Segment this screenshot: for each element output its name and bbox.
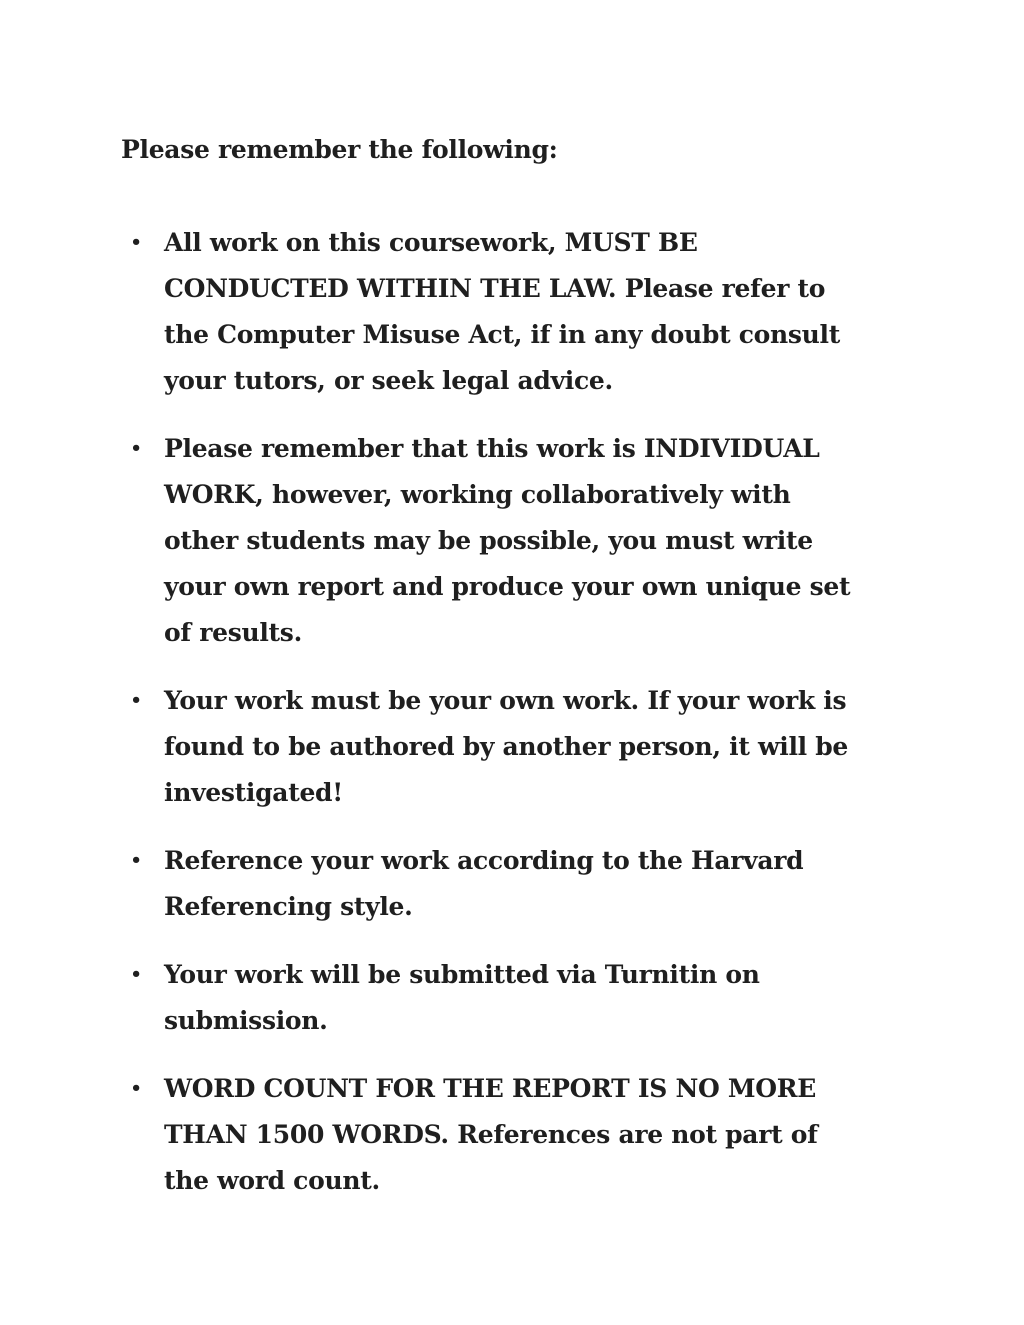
list-item-text: All work on this coursework, MUST BE CONDUCTED WITHIN THE LAW. Please refer to the Computer Misuse Act, if in any doubt consult your tutors, or seek legal advice. <box>164 228 840 395</box>
list-item-turnitin <box>121 952 911 1044</box>
list-item-individual-work <box>121 426 911 656</box>
bullet-icon: • <box>130 690 142 711</box>
list-item-text: Please remember that this work is INDIVIDUAL WORK, however, working collaboratively with other students may be possible, you must write your own report and produce your own unique set of results. <box>164 434 851 647</box>
list-item-text: Reference your work according to the Harvard Referencing style. <box>164 846 804 921</box>
list-item-law <box>121 220 911 404</box>
bullet-icon: • <box>130 964 142 985</box>
requirements-list <box>121 220 911 1226</box>
list-item-referencing <box>121 838 911 930</box>
list-item-text: WORD COUNT FOR THE REPORT IS NO MORE THAN 1500 WORDS. References are not part of the word count. <box>164 1074 818 1195</box>
list-item-word-count <box>121 1066 911 1204</box>
bullet-icon: • <box>130 850 142 871</box>
bullet-icon: • <box>130 1078 142 1099</box>
bullet-icon: • <box>130 438 142 459</box>
list-item-text: Your work will be submitted via Turnitin on submission. <box>164 960 760 1035</box>
page-heading: Please remember the following: <box>121 135 558 164</box>
list-item-text: Your work must be your own work. If your work is found to be authored by another person, it will be investigated! <box>164 686 849 807</box>
list-item-own-work <box>121 678 911 816</box>
bullet-icon: • <box>130 232 142 253</box>
